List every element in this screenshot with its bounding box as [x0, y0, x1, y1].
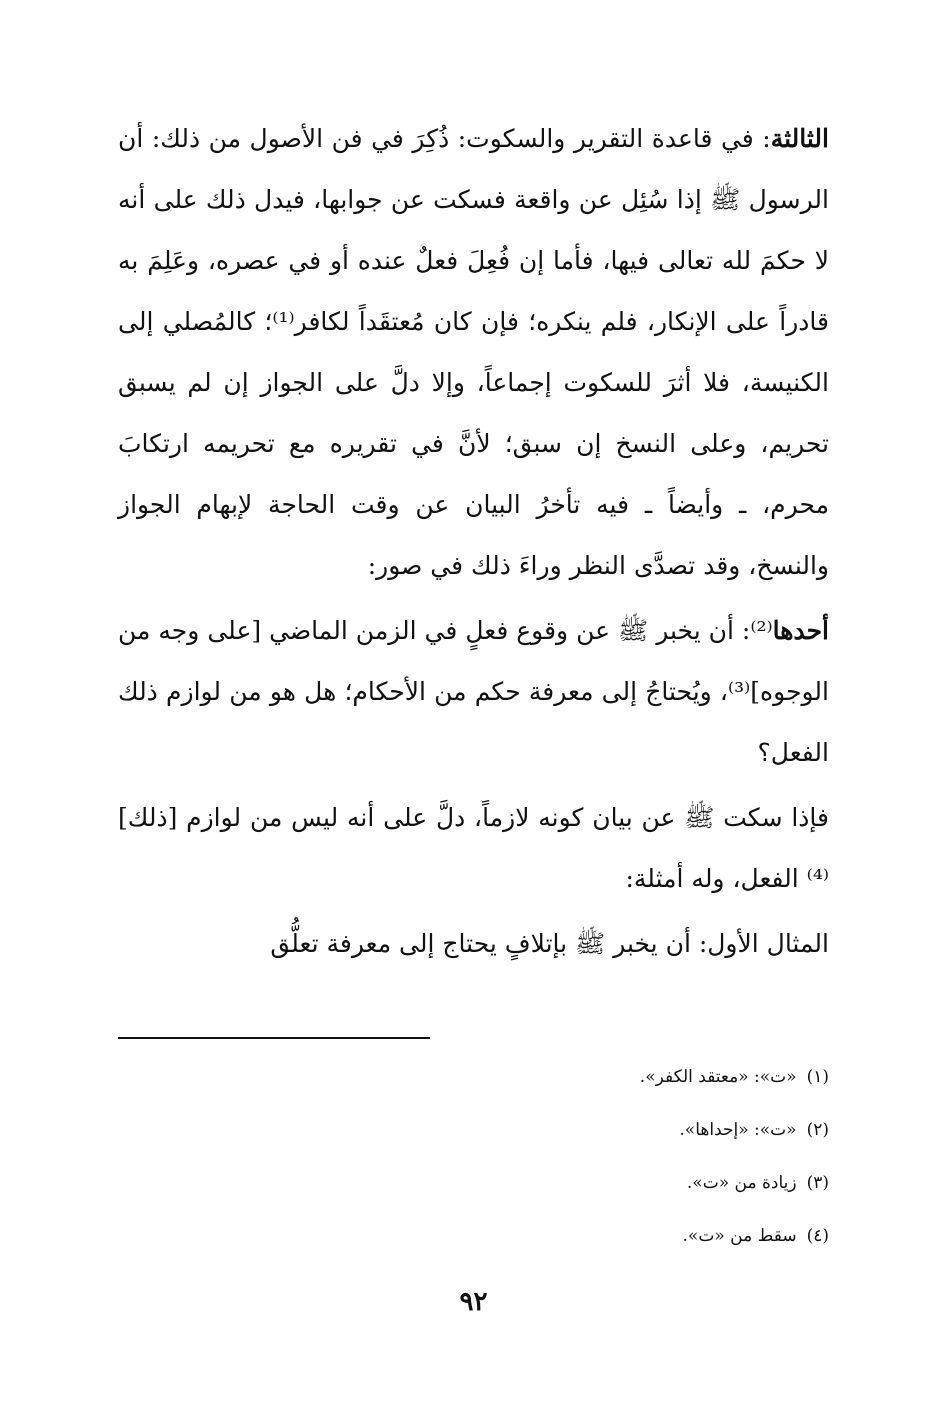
- paragraph-text: فإذا سكت ﷺ عن بيان كونه لازماً، دلَّ على أنه ليس من لوازم [ذلك]⁽⁴⁾ الفعل، وله أمثلة:: [118, 803, 829, 893]
- paragraph-third-rule: [118, 108, 829, 596]
- footnote-number: (٣): [806, 1173, 829, 1193]
- paragraph-text: ⁽²⁾: أن يخبر ﷺ عن وقوع فعلٍ في الزمن الماضي [على وجه من الوجوه]⁽³⁾، ويُحتاجُ إلى معرفة حكم من الأحكام؛ هل هو من لوازم ذلك الفعل؟: [118, 616, 829, 767]
- footnote-number: (١): [806, 1067, 829, 1087]
- footnotes: [118, 1066, 829, 1278]
- footnote-item: [118, 1119, 829, 1142]
- paragraph-text: المثال الأول: أن يخبر ﷺ بإتلافٍ يحتاج إلى معرفة تعلُّق: [270, 929, 829, 958]
- footnote-text: «ت»: «معتقد الكفر».: [639, 1067, 797, 1087]
- footnote-text: زيادة من «ت».: [686, 1173, 797, 1193]
- paragraph-text: : في قاعدة التقرير والسكوت: ذُكِرَ في فن الأصول من ذلك: أن الرسول ﷺ إذا سُئِل عن واقعة فسكت عن جوابها، فيدل ذلك على أنه لا حكمَ لله تعالى فيها، فأما إن فُعِلَ فعلٌ عنده أو في عصره، وعَلِمَ به قادراً على الإنكار، فلم ينكره؛ فإن كان مُعتقَداً لكافر⁽¹⁾؛ كالمُصلي إلى الكنيسة، فلا أثرَ للسكوت إجماعاً، وإلا دلَّ على الجواز إن لم يسبق تحريم، وعلى النسخ إن سبق؛ لأنَّ في تقريره مع تحريمه ارتكابَ محرم، ـ وأيضاً ـ فيه تأخرُ البيان عن وقت الحاجة لإبهام الجواز والنسخ، وقد تصدَّى النظر وراءَ ذلك في صور:: [118, 124, 830, 580]
- footnote-text: سقط من «ت».: [682, 1226, 797, 1246]
- page-body: [118, 108, 829, 974]
- footnote-item: [118, 1066, 829, 1089]
- paragraph-first-case: [118, 600, 829, 783]
- paragraph-lead: أحدها: [772, 616, 829, 645]
- paragraph-silence: [118, 787, 829, 909]
- page-number: ٩٢: [459, 1287, 488, 1317]
- footnote-number: (٢): [806, 1120, 829, 1140]
- footnote-divider: [118, 1037, 430, 1039]
- paragraph-first-example: [118, 913, 829, 974]
- footnote-item: [118, 1225, 829, 1248]
- footnote-number: (٤): [806, 1226, 829, 1246]
- paragraph-lead: الثالثة: [770, 124, 829, 153]
- footnote-item: [118, 1172, 829, 1195]
- footnote-text: «ت»: «إحداها».: [679, 1120, 797, 1140]
